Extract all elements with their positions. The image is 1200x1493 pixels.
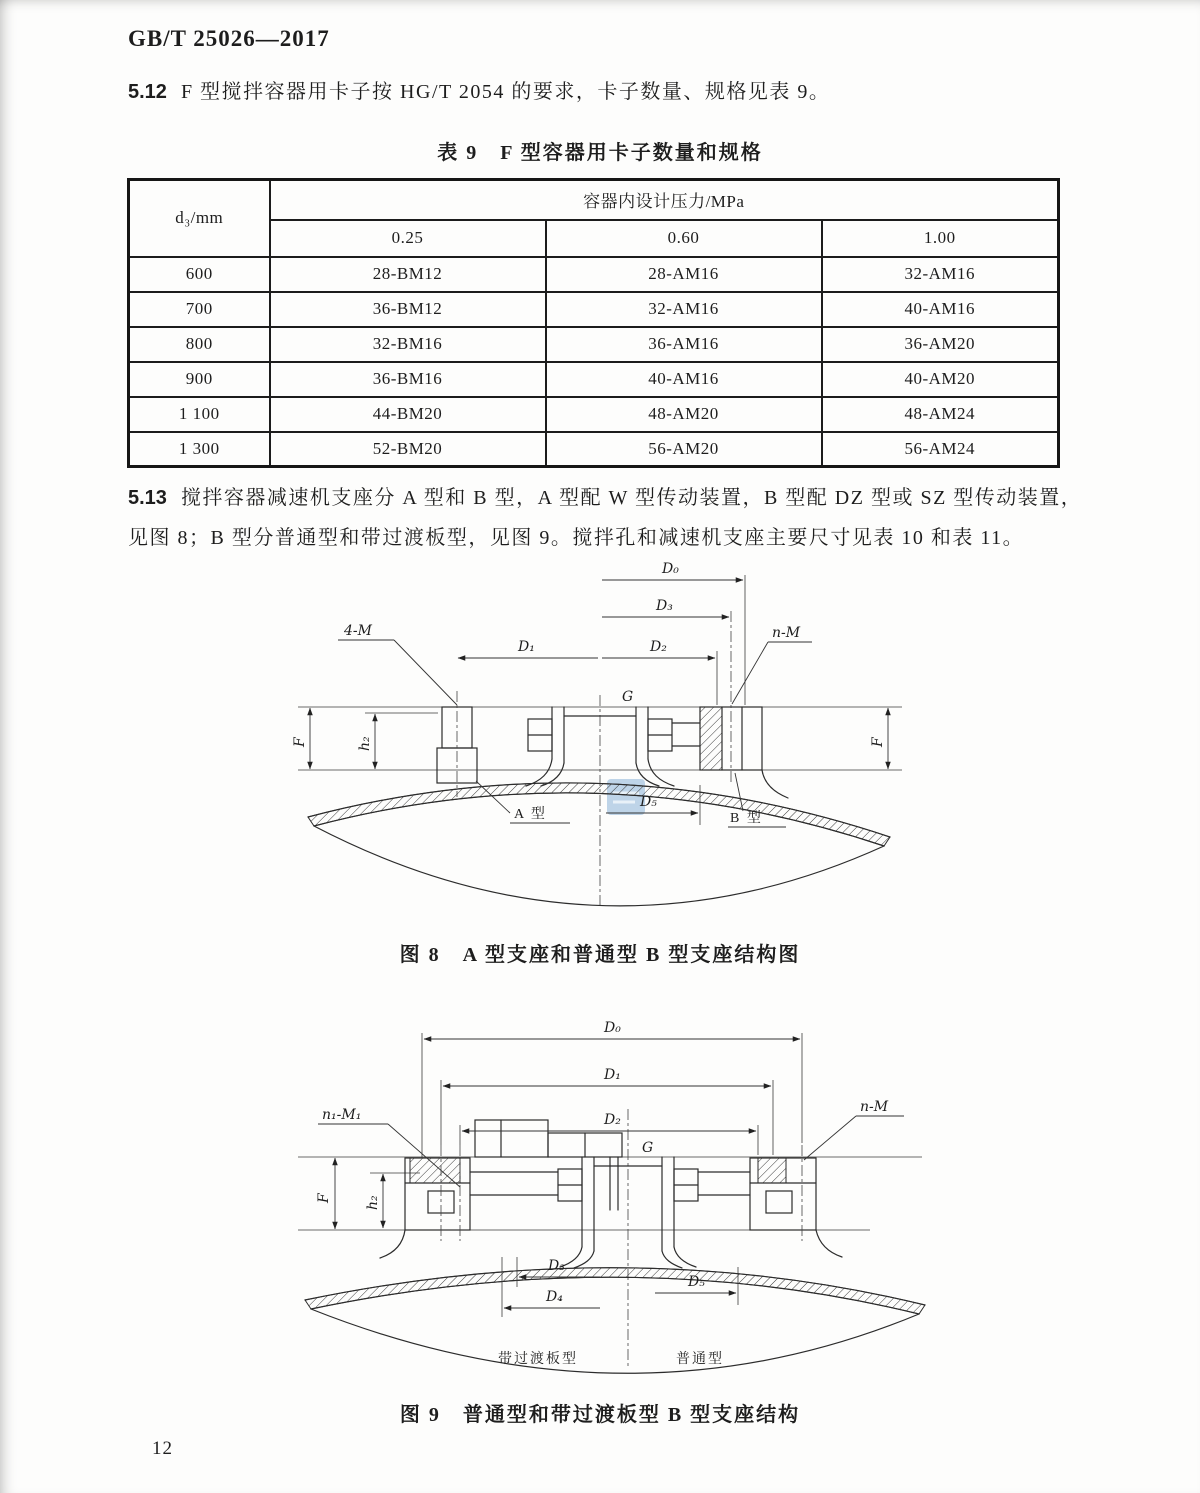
cell-value: 40-AM16: [822, 292, 1059, 327]
dim-D0: D₀: [604, 1020, 621, 1036]
cell-value: 36-BM16: [270, 362, 546, 397]
table9-pressure-060: 0.60: [546, 220, 822, 257]
clause-5-13: [128, 478, 1083, 558]
cell-value: 36-AM20: [822, 327, 1059, 362]
cell-d3: 700: [129, 292, 270, 327]
clause-5-12-number: 5.12: [128, 81, 167, 103]
table9: [127, 178, 1060, 468]
page-number: 12: [152, 1438, 173, 1459]
cell-d3: 1 300: [129, 432, 270, 467]
label-4-M: 4-M: [344, 623, 372, 639]
cell-value: 56-AM20: [546, 432, 822, 467]
figure8-caption: 图 8 A 型支座和普通型 B 型支座结构图: [399, 944, 801, 966]
table9-pressure-header: 容器内设计压力/MPa: [270, 180, 1059, 220]
cell-d3: 800: [129, 327, 270, 362]
cell-value: 32-AM16: [546, 292, 822, 327]
cell-value: 36-BM12: [270, 292, 546, 327]
table-row: [129, 327, 1059, 362]
dim-h2: h₂: [357, 736, 373, 751]
table-row: [129, 397, 1059, 432]
figure9-drawing: [270, 1005, 950, 1385]
table-row: [129, 362, 1059, 397]
cell-value: 36-AM16: [546, 327, 822, 362]
clause-5-12: [128, 72, 948, 112]
clause-5-13-text: 搅拌容器减速机支座分 A 型和 B 型，A 型配 W 型传动装置，B 型配 DZ 型或 SZ 型传动装置，见图 8；B 型分普通型和带过渡板型，见图 9。搅拌孔和减速机支座主要尺寸见表 10 和表 11。: [128, 487, 1083, 549]
cell-value: 52-BM20: [270, 432, 546, 467]
label-n1-M1: n₁-M₁: [322, 1107, 362, 1123]
dim-D5: D₅: [688, 1274, 705, 1290]
table-row: [129, 432, 1059, 467]
label-type-A: A 型: [514, 807, 547, 822]
table9-pressure-025: 0.25: [270, 220, 546, 257]
clause-5-13-number: 5.13: [128, 487, 167, 509]
dim-h2: h₂: [365, 1195, 381, 1210]
dim-D2: D₂: [604, 1112, 621, 1128]
dim-F-right: F: [870, 737, 886, 747]
dim-D5: D₅: [640, 794, 657, 810]
label-type-transition: 带过渡板型: [498, 1352, 578, 1367]
label-G: G: [642, 1140, 654, 1156]
dim-D3: D₃: [548, 1258, 565, 1274]
cell-value: 40-AM20: [822, 362, 1059, 397]
cell-value: 32-AM16: [822, 257, 1059, 292]
figure8-drawing: [280, 555, 920, 935]
cell-d3: 600: [129, 257, 270, 292]
dim-D1: D₁: [604, 1067, 621, 1083]
table9-dia-header: d₃/mm: [129, 180, 270, 257]
label-n-M: n-M: [772, 625, 801, 641]
table-row: [129, 292, 1059, 327]
cell-value: 40-AM16: [546, 362, 822, 397]
table-row: [129, 257, 1059, 292]
cell-value: 48-AM24: [822, 397, 1059, 432]
standard-number-header: GB/T 25026—2017: [128, 26, 330, 51]
label-n-M: n-M: [860, 1099, 889, 1115]
cell-d3: 900: [129, 362, 270, 397]
cell-value: 44-BM20: [270, 397, 546, 432]
cell-value: 32-BM16: [270, 327, 546, 362]
dim-D0: D₀: [662, 561, 679, 577]
table9-title: 表 9 F 型容器用卡子数量和规格: [437, 142, 763, 164]
figure9-caption: 图 9 普通型和带过渡板型 B 型支座结构: [399, 1404, 801, 1426]
label-type-B: B 型: [730, 811, 763, 826]
cell-value: 28-AM16: [546, 257, 822, 292]
cell-value: 48-AM20: [546, 397, 822, 432]
label-type-normal: 普通型: [676, 1352, 724, 1367]
dim-D3: D₃: [656, 598, 673, 614]
clause-5-12-text: F 型搅拌容器用卡子按 HG/T 2054 的要求，卡子数量、规格见表 9。: [180, 81, 831, 103]
dim-F: F: [316, 1193, 332, 1203]
cell-value: 56-AM24: [822, 432, 1059, 467]
cell-value: 28-BM12: [270, 257, 546, 292]
table9-pressure-100: 1.00: [822, 220, 1059, 257]
cell-d3: 1 100: [129, 397, 270, 432]
label-G: G: [622, 689, 634, 705]
dim-D4: D₄: [546, 1289, 563, 1305]
dim-F-left: F: [292, 737, 308, 747]
dim-D1: D₁: [518, 639, 535, 655]
dim-D2: D₂: [650, 639, 667, 655]
